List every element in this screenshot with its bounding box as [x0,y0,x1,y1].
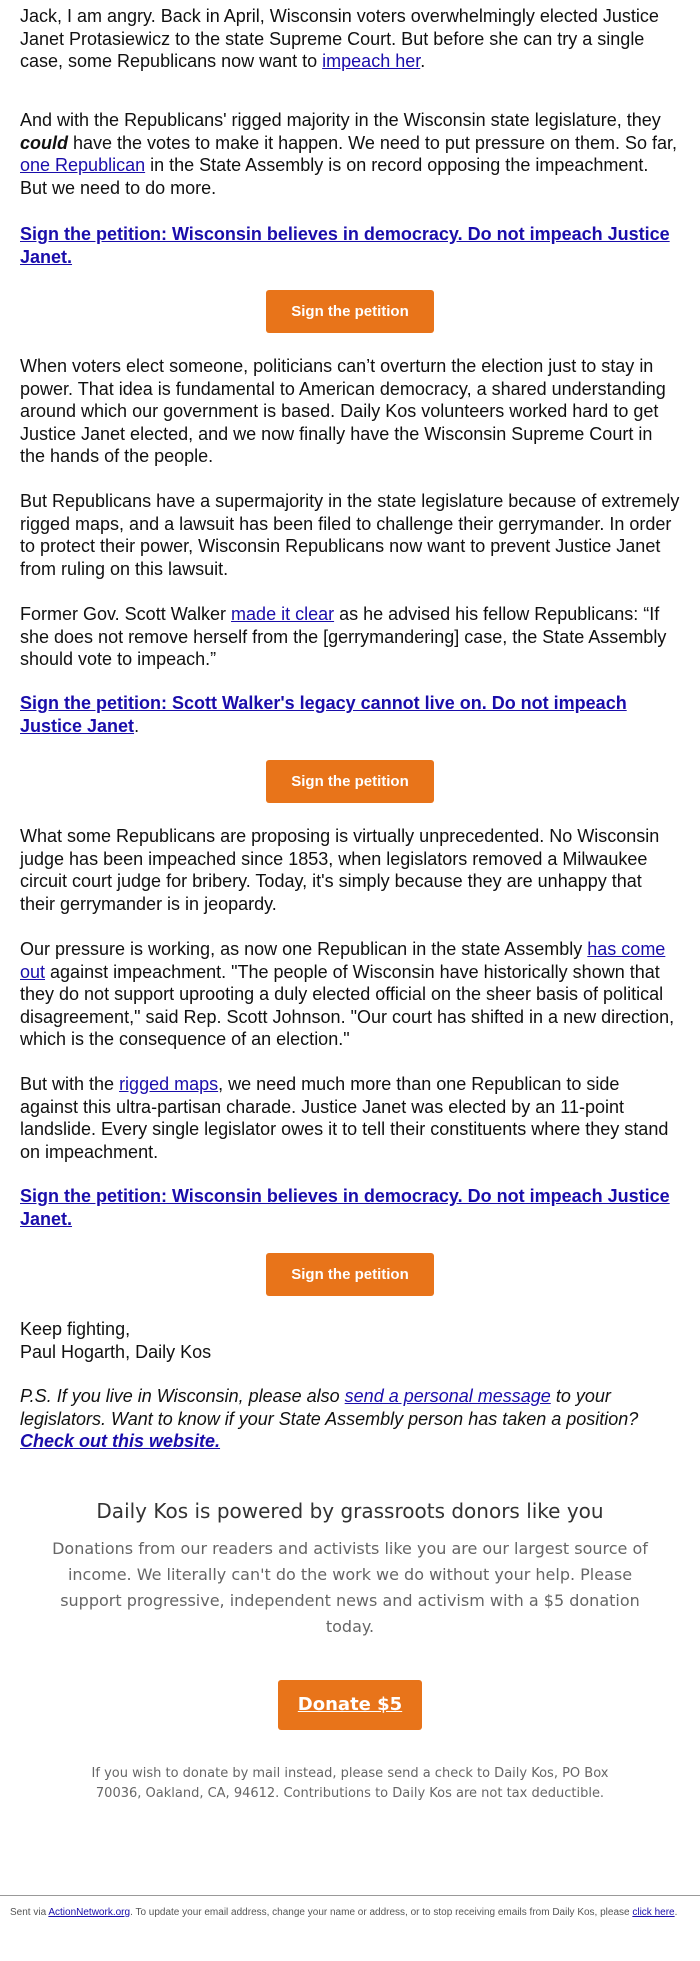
donation-heading: Daily Kos is powered by grassroots donors like you [96,1499,604,1523]
unprecedented-paragraph: What some Republicans are proposing is virtually unprecedented. No Wisconsin judge has been impeached since 1853, when legislators removed a Milwaukee circuit court judge for bribery. Today, it's simply because they are unhappy that their gerrymander is in jeopardy. [20,826,660,914]
sign-petition-button-1[interactable]: Sign the petition [266,290,434,333]
signoff-line-2: Paul Hogarth, Daily Kos [20,1341,212,1362]
postscript: P.S. If you live in Wisconsin, please also send a personal message to your legislators. Want to know if your State Assembly person has taken a position? Check out this website. [20,1386,639,1451]
mail-donation-note: If you wish to donate by mail instead, please send a check to Daily Kos, PO Box 70036, Oakland, CA, 94612. Contributions to Daily Kos are not tax deductible. [91,1766,609,1801]
donation-section [0,1498,700,1804]
democracy-paragraph: When voters elect someone, politicians can’t overturn the election just to stay in power. That idea is fundamental to American democracy, a shared understanding around which our government is based. Daily Kos volunteers worked hard to get Justice Janet elected, and we now finally have the Wisconsin Supreme Court in the hands of the people. [20,356,666,466]
petition-link-paragraph-2: Sign the petition: Scott Walker's legacy cannot live on. Do not impeach Justice Janet. [20,693,627,736]
rigged-maps-paragraph: But with the rigged maps, we need much more than one Republican to side against this ultra-partisan charade. Justice Janet was elected by an 11-point landslide. Every single legislator owes it to tell their constituents where they stand on impeachment. [20,1074,669,1162]
check-website-link[interactable]: Check out this website. [20,1431,221,1451]
petition-button-row-2 [20,760,680,803]
personal-message-link[interactable]: send a personal message [344,1386,551,1406]
one-republican-link[interactable]: one Republican [20,155,146,175]
donation-body: Donations from our readers and activists like you are our largest source of income. We literally can't do the work we do without your help. Please support progressive, independent news and activism with a $5 donation today. [52,1539,648,1636]
made-it-clear-link[interactable]: made it clear [231,604,335,624]
walker-paragraph: Former Gov. Scott Walker made it clear as he advised his fellow Republicans: “If she does not remove herself from the [gerrymandering] case, the State Assembly should vote to impeach.” [20,604,667,669]
petition-link-3[interactable]: Sign the petition: Wisconsin believes in democracy. Do not impeach Justice Janet. [20,1186,670,1229]
sign-petition-button-2[interactable]: Sign the petition [266,760,434,803]
actionnetwork-link[interactable]: ActionNetwork.org [48,1907,131,1918]
pressure-paragraph: Our pressure is working, as now one Republican in the state Assembly has come out against impeachment. "The people of Wisconsin have historically shown that they do not support uprooting a duly elected official on the sheer basis of political disagreement," said Rep. Scott Johnson. "Our court has shifted in a new direction, which is the consequence of an election." [20,939,675,1049]
petition-button-row-3 [20,1253,680,1296]
rigged-maps-link[interactable]: rigged maps [119,1074,219,1094]
signoff [20,1318,680,1363]
donate-button[interactable]: Donate $5 [278,1680,422,1730]
has-come-out-link[interactable]: has come out [20,939,666,982]
petition-link-paragraph-3 [20,1185,680,1230]
footer-text: Sent via ActionNetwork.org. To update your email address, change your name or address, or to stop receiving emails from Daily Kos, please click here. [10,1907,678,1918]
sign-petition-button-3[interactable]: Sign the petition [266,1253,434,1296]
supermajority-paragraph: But Republicans have a supermajority in the state legislature because of extremely rigged maps, and a lawsuit has been filed to challenge their gerrymander. In order to protect their power, Wisconsin Republicans now want to prevent Justice Janet from ruling on this lawsuit. [20,491,680,579]
emphasis-could: could [20,132,68,153]
majority-paragraph: And with the Republicans' rigged majority in the Wisconsin state legislature, they could have the votes to make it happen. We need to put pressure on them. So far, one Republican in the State Assembly is on record opposing the impeachment. But we need to do more. [20,110,678,198]
signoff-line-1: Keep fighting, [20,1319,131,1339]
footer [0,1895,700,1919]
impeach-her-link[interactable]: impeach her [322,51,421,71]
petition-link-paragraph-1 [20,223,680,268]
petition-link-1[interactable]: Sign the petition: Wisconsin believes in democracy. Do not impeach Justice Janet. [20,224,670,267]
intro-text: Jack, I am angry. Back in April, Wisconsin voters overwhelmingly elected Justice Janet Protasiewicz to the state Supreme Court. But before she can try a single case, some Republicans now want to [20,6,659,71]
petition-link-2[interactable]: Sign the petition: Scott Walker's legacy cannot live on. Do not impeach Justice Janet [20,693,627,736]
unsubscribe-link[interactable]: click here [632,1907,675,1918]
petition-button-row-1 [20,290,680,333]
intro-paragraph: Jack, I am angry. Back in April, Wisconsin voters overwhelmingly elected Justice Janet Protasiewicz to the state Supreme Court. But before she can try a single case, some Republicans now want to impeach her. [20,6,659,71]
